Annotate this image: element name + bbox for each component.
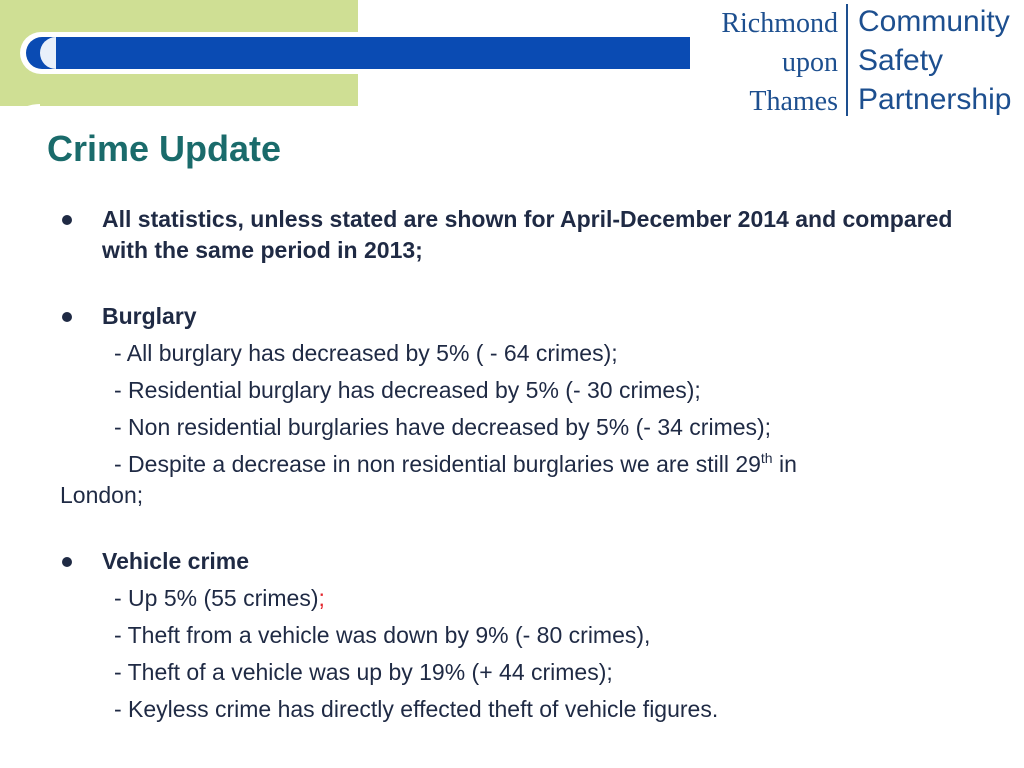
header-blue-bar <box>26 37 690 69</box>
burglary-item: - All burglary has decreased by 5% ( - 64 crimes); <box>114 340 618 366</box>
slide-content <box>60 204 960 725</box>
burglary-item-ranking: - Despite a decrease in non residential burglaries we are still 29th in <box>114 450 797 477</box>
burglary-item: - Residential burglary has decreased by 5% (- 30 crimes); <box>114 377 701 403</box>
vehicle-item: - Theft of a vehicle was up by 19% (+ 44 crimes); <box>114 659 613 685</box>
slide-title: Crime Update <box>47 128 282 169</box>
bullet-intro-text: All statistics, unless stated are shown for April-December 2014 and compared with the same period in 2013; <box>102 206 953 263</box>
bullet-intro <box>60 204 960 266</box>
logo-partnership-name: Community Safety Partnership <box>858 5 1012 116</box>
burglary-heading: Burglary <box>102 303 197 329</box>
vehicle-item: - Up 5% (55 crimes); <box>114 585 325 611</box>
logo-borough-name: Richmond upon Thames <box>721 8 838 117</box>
vehicle-item: - Keyless crime has directly effected theft of vehicle figures. <box>114 696 719 722</box>
vehicle-heading: Vehicle crime <box>102 548 250 574</box>
bullet-vehicle <box>60 546 960 577</box>
bullet-dot <box>62 312 72 322</box>
burglary-item-continuation: London; <box>60 482 144 508</box>
partnership-logo <box>690 0 1024 120</box>
logo-divider <box>846 4 848 116</box>
vehicle-item: - Theft from a vehicle was down by 9% (- 80 crimes), <box>114 622 651 648</box>
bullet-burglary <box>60 301 960 332</box>
header-curve <box>0 104 40 144</box>
bullet-dot <box>62 557 72 567</box>
bullet-dot <box>62 215 72 225</box>
burglary-item: - Non residential burglaries have decreased by 5% (- 34 crimes); <box>114 414 772 440</box>
